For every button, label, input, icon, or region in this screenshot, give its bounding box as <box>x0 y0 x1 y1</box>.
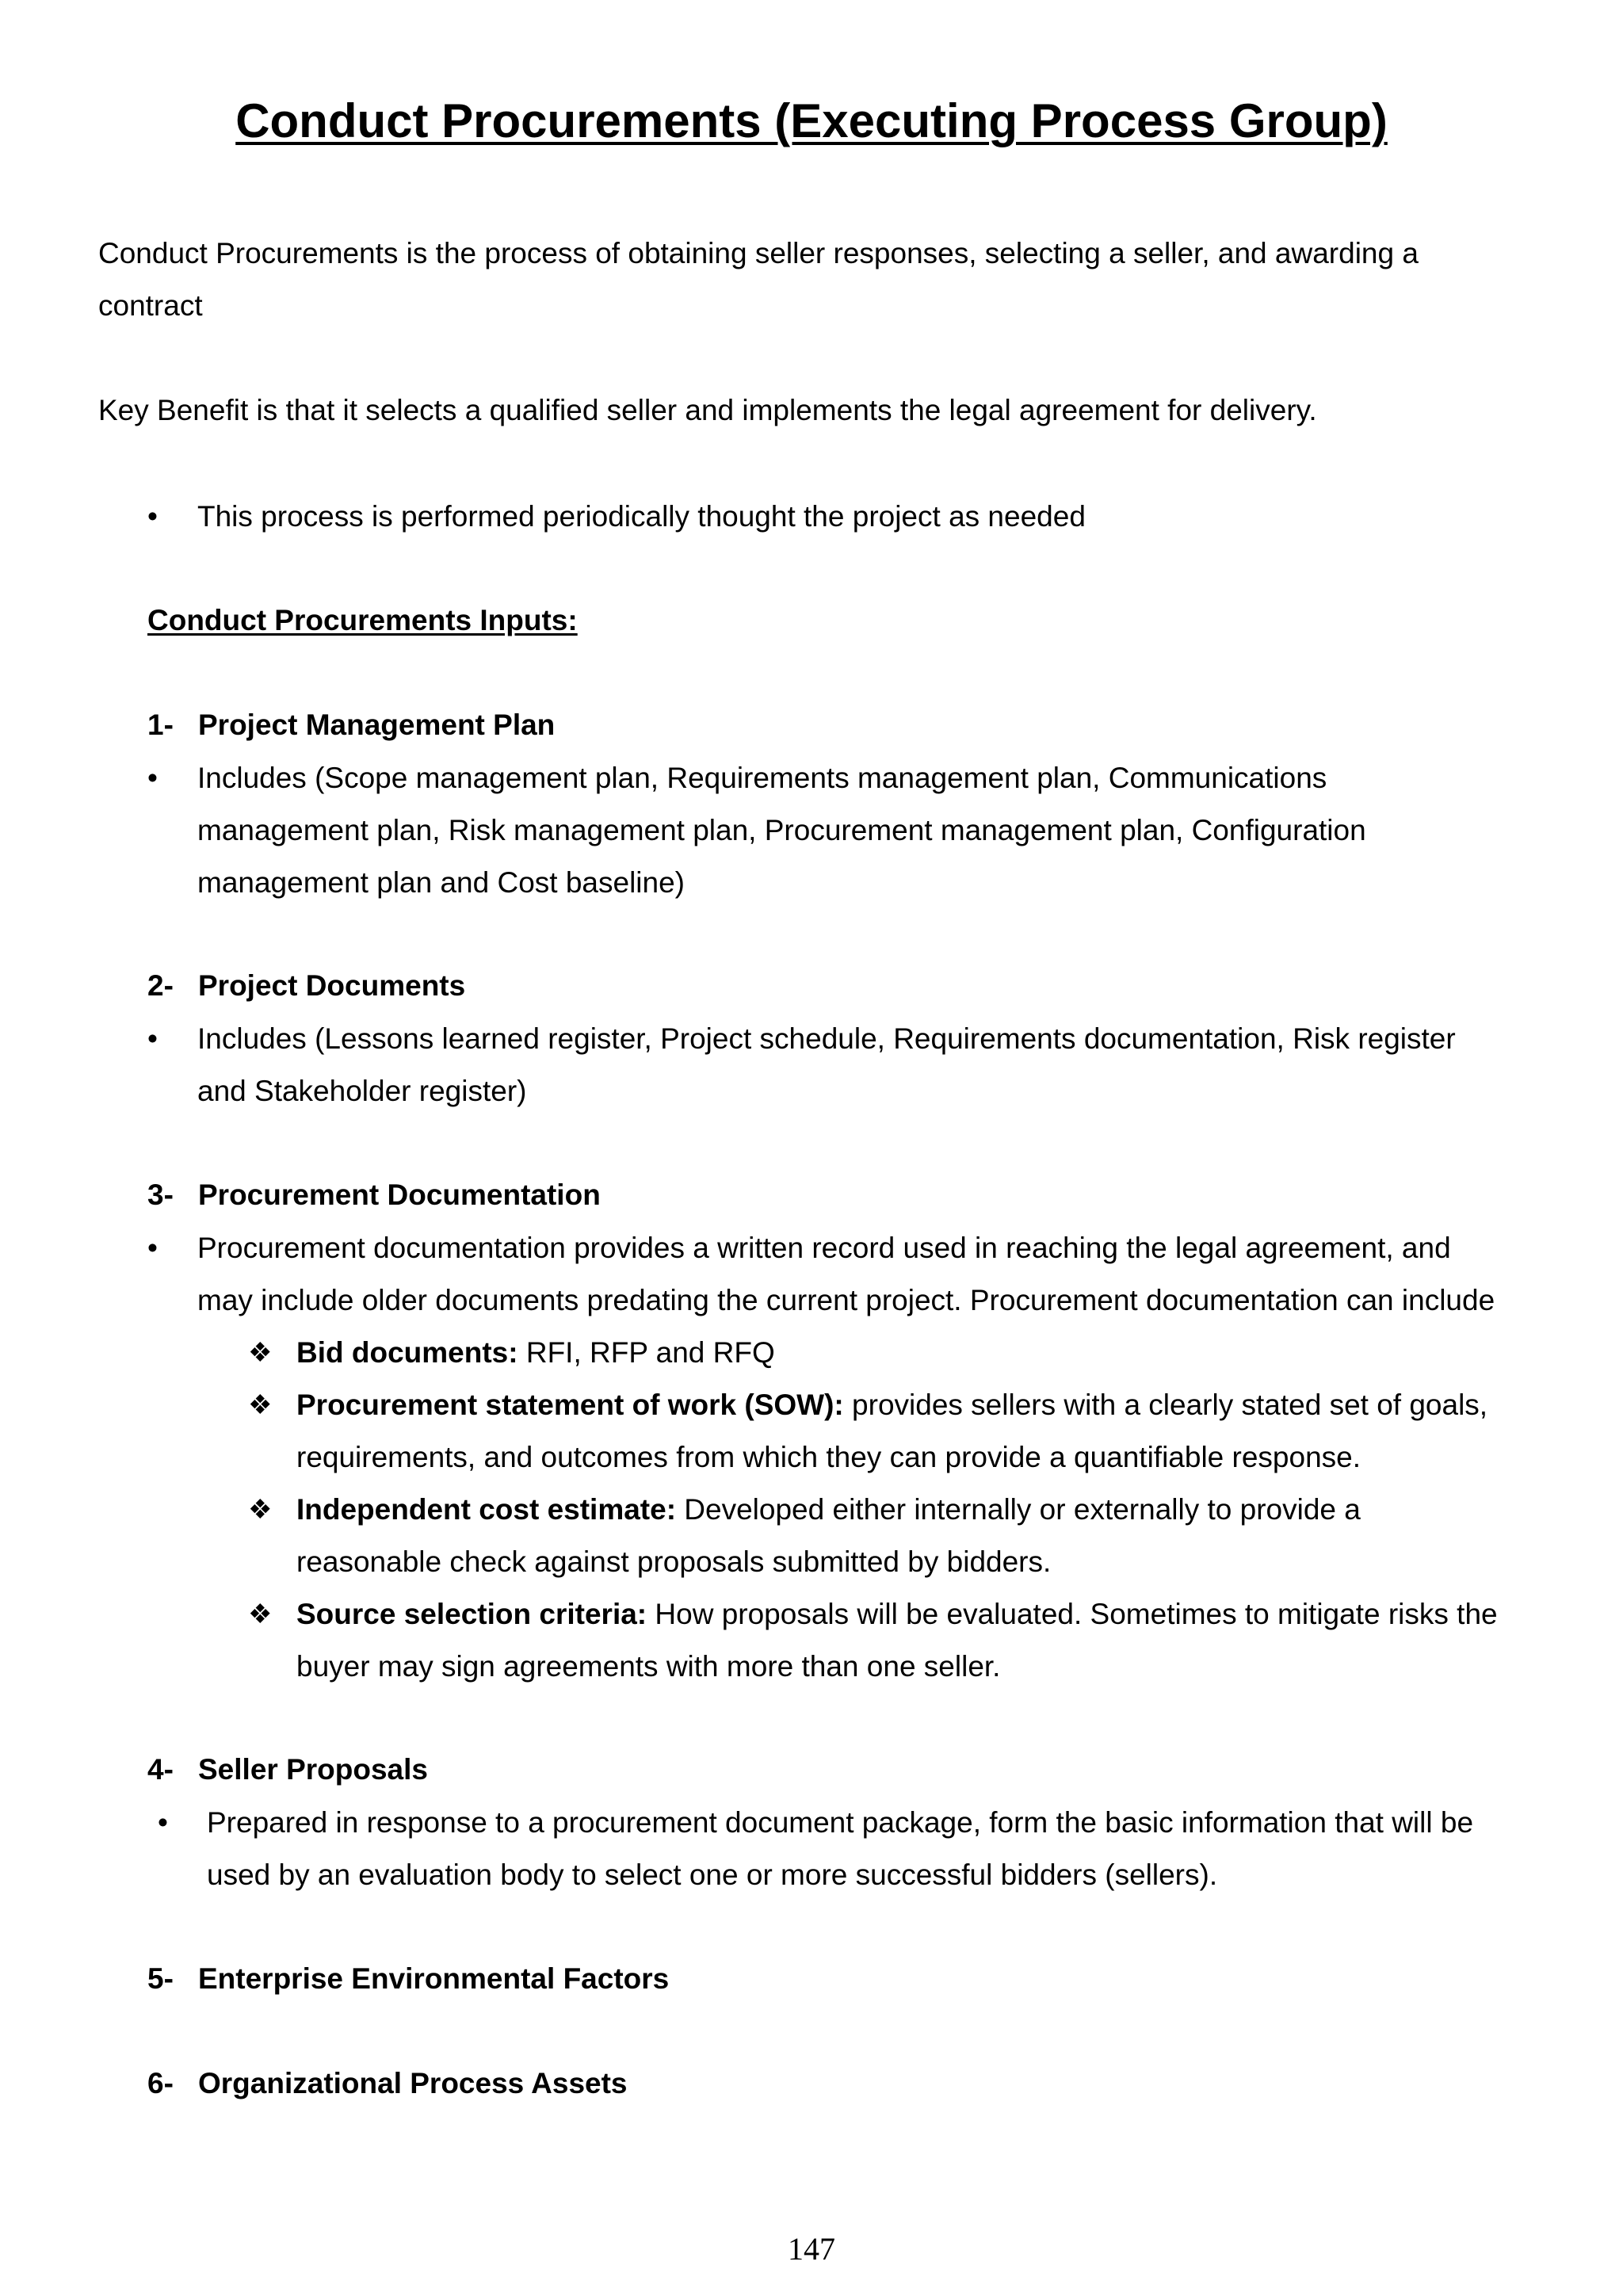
input-1-line-2: management plan, Risk management plan, Procurement management plan, Configuration <box>197 814 1366 846</box>
input-number: 5- <box>147 1962 174 1995</box>
input-number: 3- <box>147 1179 174 1211</box>
input-title: Seller Proposals <box>198 1753 428 1786</box>
input-title: Procurement Documentation <box>198 1179 601 1211</box>
input-4-line-1: Prepared in response to a procurement document package, form the basic information that will be <box>207 1806 1474 1839</box>
input-number: 1- <box>147 709 174 741</box>
input-title: Project Documents <box>198 969 466 1002</box>
bullet-icon: • <box>147 1022 158 1055</box>
sub-item-term: Source selection criteria: <box>296 1598 647 1630</box>
process-note: This process is performed periodically thought the project as needed <box>197 500 1086 533</box>
page-number: 147 <box>788 2231 835 2267</box>
input-title: Enterprise Environmental Factors <box>198 1962 670 1995</box>
key-benefit-text: Key Benefit is that it selects a qualified seller and implements the legal agreement for delivery. <box>98 394 1317 426</box>
sub-item-sow <box>296 1388 1487 1423</box>
input-heading-3 <box>147 1178 601 1213</box>
input-number: 6- <box>147 2067 174 2099</box>
intro-line-2: contract <box>98 289 203 322</box>
sub-item-term: Procurement statement of work (SOW): <box>296 1389 844 1421</box>
input-heading-4 <box>147 1752 428 1787</box>
input-3-line-2: may include older documents predating the current project. Procurement documentation can include <box>197 1284 1495 1316</box>
input-2-line-2: and Stakeholder register) <box>197 1075 527 1107</box>
diamond-bullet-icon: ❖ <box>248 1338 273 1368</box>
sub-item-bid-documents <box>296 1335 775 1370</box>
input-2-line-1: Includes (Lessons learned register, Project schedule, Requirements documentation, Risk register <box>197 1022 1456 1055</box>
bullet-icon: • <box>147 500 158 533</box>
input-heading-6 <box>147 2066 628 2101</box>
input-heading-2 <box>147 968 465 1003</box>
input-1-line-1: Includes (Scope management plan, Requirements management plan, Communications <box>197 762 1327 794</box>
page-title: Conduct Procurements (Executing Process Group) <box>235 94 1388 147</box>
diamond-bullet-icon: ❖ <box>248 1495 273 1525</box>
bullet-icon: • <box>147 762 158 794</box>
sub-item-term: Independent cost estimate: <box>296 1493 677 1526</box>
sub-item-cost-estimate <box>296 1492 1361 1527</box>
input-number: 4- <box>147 1753 174 1786</box>
sub-item-selection-criteria <box>296 1597 1498 1632</box>
sub-item-term: Bid documents: <box>296 1336 518 1369</box>
sub-item-text: How proposals will be evaluated. Sometimes to mitigate risks the <box>647 1598 1498 1630</box>
input-number: 2- <box>147 969 174 1002</box>
sub-item-text: RFI, RFP and RFQ <box>517 1336 775 1369</box>
sub-item-text: Developed either internally or externally to provide a <box>676 1493 1361 1526</box>
input-title: Organizational Process Assets <box>198 2067 628 2099</box>
sub-item-selection-criteria-cont: buyer may sign agreements with more than one seller. <box>296 1650 1001 1683</box>
input-1-line-3: management plan and Cost baseline) <box>197 866 685 899</box>
input-4-line-2: used by an evaluation body to select one or more successful bidders (sellers). <box>207 1859 1218 1891</box>
input-3-line-1: Procurement documentation provides a written record used in reaching the legal agreement, and <box>197 1232 1451 1264</box>
diamond-bullet-icon: ❖ <box>248 1390 273 1420</box>
inputs-heading: Conduct Procurements Inputs: <box>147 604 578 636</box>
sub-item-sow-cont: requirements, and outcomes from which they can provide a quantifiable response. <box>296 1441 1361 1473</box>
diamond-bullet-icon: ❖ <box>248 1599 273 1629</box>
input-heading-5 <box>147 1962 669 1996</box>
intro-line-1: Conduct Procurements is the process of obtaining seller responses, selecting a seller, and awarding a <box>98 237 1419 269</box>
input-heading-1 <box>147 708 555 743</box>
bullet-icon: • <box>158 1806 168 1839</box>
bullet-icon: • <box>147 1232 158 1264</box>
sub-item-cost-estimate-cont: reasonable check against proposals submitted by bidders. <box>296 1545 1052 1578</box>
input-title: Project Management Plan <box>198 709 556 741</box>
sub-item-text: provides sellers with a clearly stated set of goals, <box>843 1389 1488 1421</box>
